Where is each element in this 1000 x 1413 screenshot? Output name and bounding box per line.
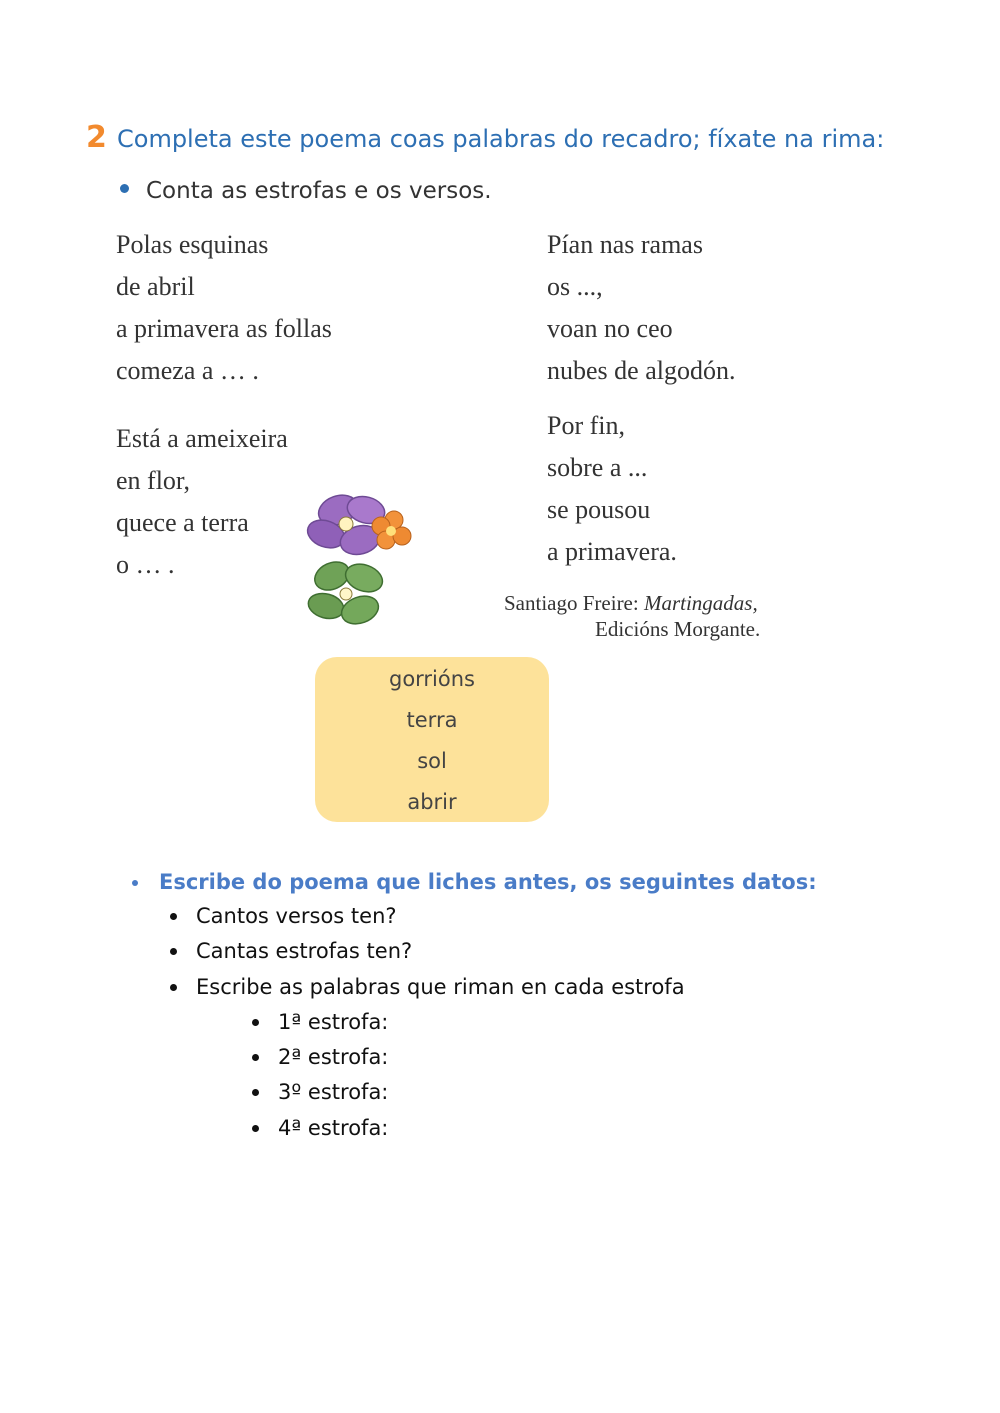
word-box-item: gorrións <box>388 667 475 691</box>
subquestion-item: 2ª estrofa: <box>278 1045 389 1069</box>
poem-stanza-3 <box>547 224 735 392</box>
poem-line: o … . <box>116 550 175 579</box>
green-flower-icon <box>306 557 387 629</box>
poem-stanza-4 <box>547 405 677 573</box>
poem-line: Por fin, <box>547 411 625 440</box>
question-item: Cantas estrofas ten? <box>196 939 413 963</box>
credit-author: Santiago Freire: <box>504 591 644 615</box>
subquestion-bullet <box>252 1019 259 1026</box>
word-box-item: abrir <box>407 790 457 814</box>
subquestion-item: 1ª estrofa: <box>278 1010 389 1034</box>
poem-stanza-2 <box>116 418 288 586</box>
poem-line: quece a terra <box>116 508 249 537</box>
poem-line: de abril <box>116 272 195 301</box>
credit-book: Martingadas, <box>643 591 758 615</box>
word-box-item: sol <box>417 749 447 773</box>
word-box <box>315 657 549 822</box>
question-heading-bullet <box>132 880 138 886</box>
poem-line: en flor, <box>116 466 191 495</box>
poem-line: a primavera as follas <box>116 314 332 343</box>
poem-line: voan no ceo <box>547 314 673 343</box>
subquestion-item: 3º estrofa: <box>278 1080 389 1104</box>
subquestion-bullet <box>252 1089 259 1096</box>
poem-line: os ..., <box>547 272 603 301</box>
exercise-number: 2 <box>86 120 107 155</box>
subquestion-item: 4ª estrofa: <box>278 1116 389 1140</box>
subtitle-bullet <box>120 184 129 193</box>
poem-line: Polas esquinas <box>116 230 269 259</box>
subquestion-bullet <box>252 1125 259 1132</box>
poem-line: se pousou <box>547 495 651 524</box>
exercise-subtitle: Conta as estrofas e os versos. <box>146 178 492 204</box>
poem-line: comeza a … . <box>116 356 259 385</box>
flowers-illustration <box>296 486 418 632</box>
subquestion-bullet <box>252 1054 259 1061</box>
word-box-item: terra <box>406 708 458 732</box>
question-item: Escribe as palabras que riman en cada estrofa <box>196 975 685 999</box>
question-bullet <box>170 913 177 920</box>
poem-line: Está a ameixeira <box>116 424 288 453</box>
poem-line: a primavera. <box>547 537 677 566</box>
questions-heading: Escribe do poema que liches antes, os seguintes datos: <box>159 870 817 894</box>
poem-line: sobre a ... <box>547 453 648 482</box>
poem-line: Pían nas ramas <box>547 230 703 259</box>
question-bullet <box>170 948 177 955</box>
poem-line: nubes de algodón. <box>547 356 736 385</box>
credit-publisher: Edicións Morgante. <box>595 617 761 641</box>
poem-stanza-1 <box>116 224 332 392</box>
question-bullet <box>170 984 177 991</box>
question-item: Cantos versos ten? <box>196 904 397 928</box>
exercise-title: Completa este poema coas palabras do recadro; fíxate na rima: <box>117 125 885 153</box>
